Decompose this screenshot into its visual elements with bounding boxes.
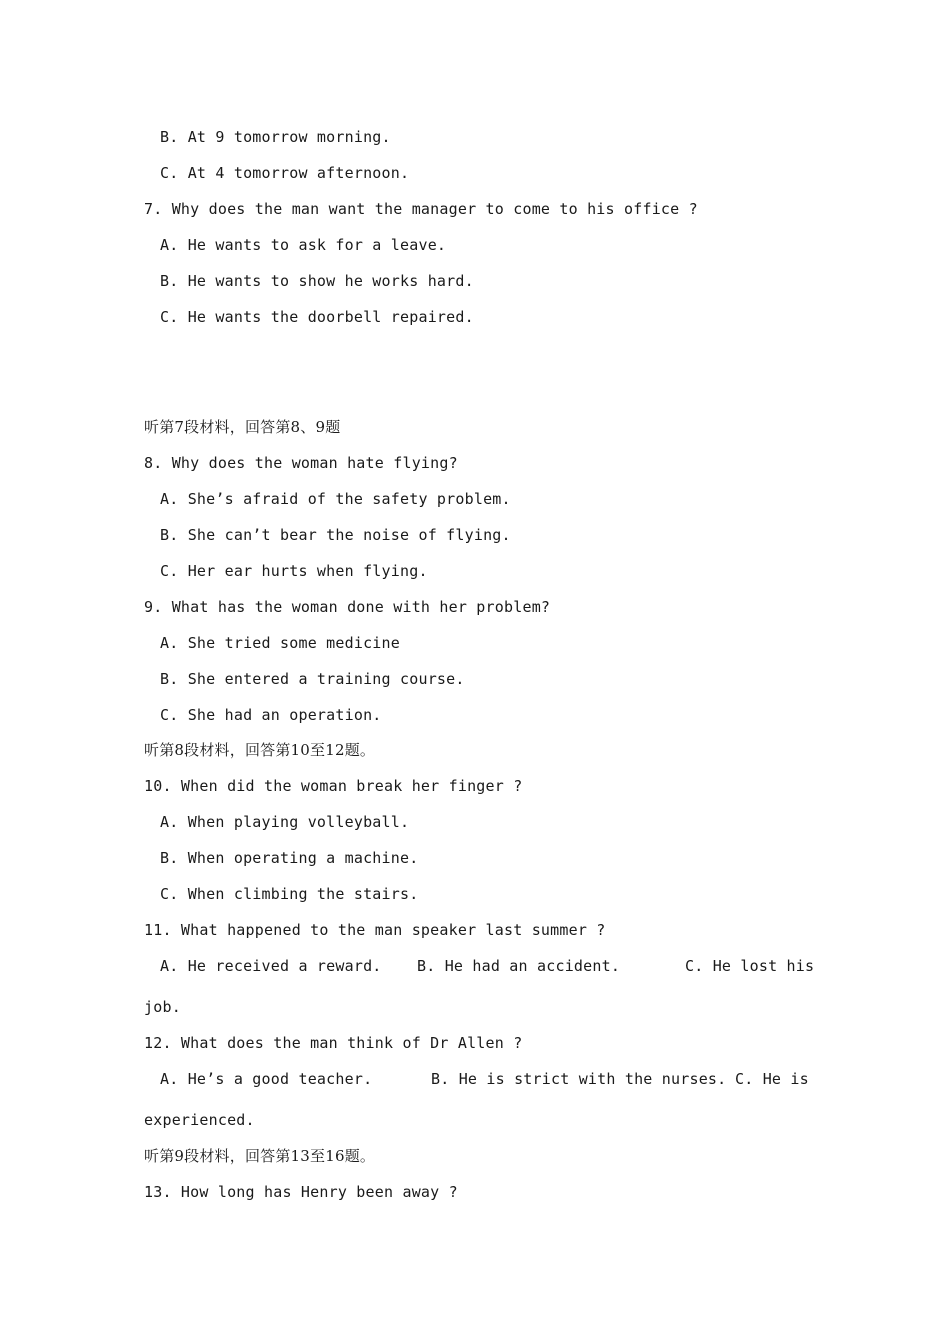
- q8-option-c: C. Her ear hurts when flying.: [160, 562, 428, 580]
- q11-option-b: B. He had an accident.: [417, 957, 621, 975]
- q9-option-a: A. She tried some medicine: [160, 634, 400, 652]
- q9-option-c: C. She had an operation.: [160, 706, 382, 724]
- q7-option-a: A. He wants to ask for a leave.: [160, 236, 447, 254]
- section-9-header: 听第9段材料，回答第13至16题。: [144, 1147, 376, 1165]
- q11-option-a: A. He received a reward.: [160, 957, 382, 975]
- q13-question: 13. How long has Henry been away ?: [144, 1183, 458, 1201]
- q12-option-b: B. He is strict with the nurses.: [431, 1070, 727, 1088]
- q10-option-b: B. When operating a machine.: [160, 849, 419, 867]
- q12-option-a: A. He’s a good teacher.: [160, 1070, 373, 1088]
- q11-question: 11. What happened to the man speaker last summer ?: [144, 921, 606, 939]
- q12-question: 12. What does the man think of Dr Allen ?: [144, 1034, 523, 1052]
- q9-question: 9. What has the woman done with her problem?: [144, 598, 551, 616]
- q10-option-a: A. When playing volleyball.: [160, 813, 410, 831]
- q10-option-c: C. When climbing the stairs.: [160, 885, 419, 903]
- q6-option-c: C. At 4 tomorrow afternoon.: [160, 164, 410, 182]
- q8-option-a: A. She’s afraid of the safety problem.: [160, 490, 511, 508]
- q7-question: 7. Why does the man want the manager to come to his office ?: [144, 200, 698, 218]
- q12-option-c-continued: experienced.: [144, 1111, 255, 1129]
- q6-option-b: B. At 9 tomorrow morning.: [160, 128, 391, 146]
- q8-question: 8. Why does the woman hate flying?: [144, 454, 458, 472]
- q12-option-c: C. He is: [735, 1070, 809, 1088]
- q9-option-b: B. She entered a training course.: [160, 670, 465, 688]
- section-7-header: 听第7段材料，回答第8、9题: [144, 418, 341, 436]
- q10-question: 10. When did the woman break her finger ?: [144, 777, 523, 795]
- q11-option-c-continued: job.: [144, 998, 181, 1016]
- q7-option-b: B. He wants to show he works hard.: [160, 272, 474, 290]
- section-8-header: 听第8段材料，回答第10至12题。: [144, 741, 376, 759]
- q11-option-c: C. He lost his: [685, 957, 815, 975]
- q7-option-c: C. He wants the doorbell repaired.: [160, 308, 474, 326]
- q8-option-b: B. She can’t bear the noise of flying.: [160, 526, 511, 544]
